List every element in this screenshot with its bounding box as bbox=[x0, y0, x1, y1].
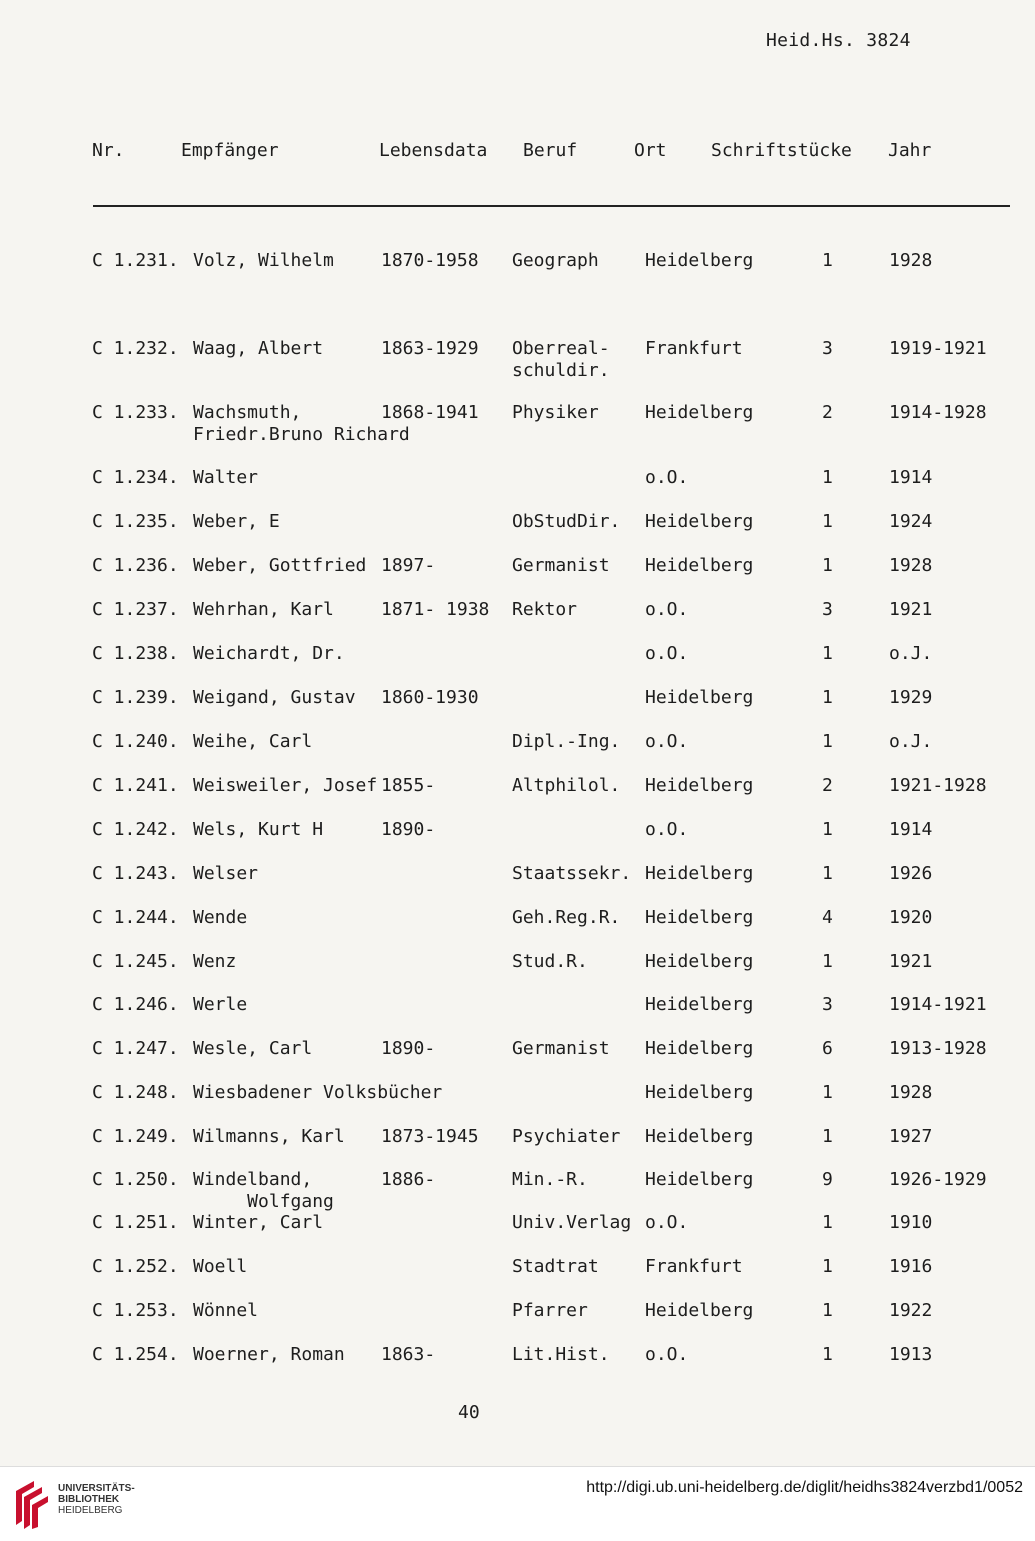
entry-number: C 1.243. bbox=[92, 863, 179, 884]
table-row bbox=[0, 250, 1035, 294]
logo-line-3: HEIDELBERG bbox=[58, 1505, 123, 1516]
profession-continued: schuldir. bbox=[512, 360, 610, 381]
profession: Germanist bbox=[512, 555, 610, 576]
entry-number: C 1.252. bbox=[92, 1256, 179, 1277]
header-jahr: Jahr bbox=[888, 140, 932, 161]
year: 1927 bbox=[889, 1126, 933, 1147]
recipient-name: Volz, Wilhelm bbox=[193, 250, 334, 271]
document-count: 1 bbox=[822, 819, 833, 840]
year: 1926-1929 bbox=[889, 1169, 987, 1190]
header-divider bbox=[93, 205, 1010, 207]
table-row bbox=[0, 1038, 1035, 1082]
profession: Pfarrer bbox=[512, 1300, 588, 1321]
recipient-name: Wönnel bbox=[193, 1300, 259, 1321]
table-row bbox=[0, 643, 1035, 687]
life-dates: 1863-1929 bbox=[381, 338, 479, 359]
place: Heidelberg bbox=[645, 775, 754, 796]
profession: ObStudDir. bbox=[512, 511, 621, 532]
recipient-name: Weihe, Carl bbox=[193, 731, 313, 752]
year: 1919-1921 bbox=[889, 338, 987, 359]
entry-number: C 1.234. bbox=[92, 467, 179, 488]
place: o.O. bbox=[645, 819, 689, 840]
entry-number: C 1.238. bbox=[92, 643, 179, 664]
document-count: 1 bbox=[822, 687, 833, 708]
entry-number: C 1.240. bbox=[92, 731, 179, 752]
logo-line-1: UNIVERSITÄTS- bbox=[58, 1483, 135, 1494]
document-count: 3 bbox=[822, 599, 833, 620]
profession: Lit.Hist. bbox=[512, 1344, 610, 1365]
year: 1922 bbox=[889, 1300, 933, 1321]
year: 1910 bbox=[889, 1212, 933, 1233]
recipient-name: Wachsmuth, bbox=[193, 402, 302, 423]
life-dates: 1860-1930 bbox=[381, 687, 479, 708]
document-count: 6 bbox=[822, 1038, 833, 1059]
year: o.J. bbox=[889, 643, 933, 664]
entry-number: C 1.247. bbox=[92, 1038, 179, 1059]
profession: Rektor bbox=[512, 599, 578, 620]
recipient-name-continued: Wolfgang bbox=[193, 1191, 334, 1212]
document-count: 1 bbox=[822, 511, 833, 532]
shelfmark: Heid.Hs. 3824 bbox=[766, 30, 911, 51]
page-number: 40 bbox=[458, 1402, 480, 1423]
year: 1921-1928 bbox=[889, 775, 987, 796]
place: Heidelberg bbox=[645, 994, 754, 1015]
table-row bbox=[0, 1344, 1035, 1388]
table-row bbox=[0, 1169, 1035, 1213]
table-row bbox=[0, 1082, 1035, 1126]
table-row bbox=[0, 338, 1035, 382]
recipient-name: Weichardt, Dr. bbox=[193, 643, 345, 664]
entry-number: C 1.232. bbox=[92, 338, 179, 359]
year: o.J. bbox=[889, 731, 933, 752]
place: o.O. bbox=[645, 599, 689, 620]
place: Heidelberg bbox=[645, 907, 754, 928]
year: 1929 bbox=[889, 687, 933, 708]
place: Frankfurt bbox=[645, 1256, 743, 1277]
table-row bbox=[0, 731, 1035, 775]
recipient-name: Winter, Carl bbox=[193, 1212, 324, 1233]
document-count: 4 bbox=[822, 907, 833, 928]
year: 1916 bbox=[889, 1256, 933, 1277]
entry-number: C 1.241. bbox=[92, 775, 179, 796]
profession: Oberreal- bbox=[512, 338, 610, 359]
recipient-name: Woerner, Roman bbox=[193, 1344, 345, 1365]
profession: Min.-R. bbox=[512, 1169, 588, 1190]
table-row bbox=[0, 555, 1035, 599]
recipient-name: Weber, E bbox=[193, 511, 280, 532]
year: 1928 bbox=[889, 1082, 933, 1103]
place: o.O. bbox=[645, 1344, 689, 1365]
recipient-name: Wiesbadener Volksbücher bbox=[193, 1082, 443, 1103]
profession: Psychiater bbox=[512, 1126, 621, 1147]
year: 1921 bbox=[889, 951, 933, 972]
table-row bbox=[0, 1300, 1035, 1344]
entry-number: C 1.242. bbox=[92, 819, 179, 840]
profession: Geograph bbox=[512, 250, 599, 271]
recipient-name: Wenz bbox=[193, 951, 237, 972]
table-row bbox=[0, 994, 1035, 1038]
library-logo-text bbox=[58, 1483, 135, 1516]
year: 1928 bbox=[889, 555, 933, 576]
entry-number: C 1.237. bbox=[92, 599, 179, 620]
table-row bbox=[0, 467, 1035, 511]
library-logo-icon bbox=[12, 1477, 50, 1529]
table-row bbox=[0, 511, 1035, 555]
recipient-name: Weber, Gottfried bbox=[193, 555, 367, 576]
document-count: 1 bbox=[822, 643, 833, 664]
place: o.O. bbox=[645, 643, 689, 664]
header-ort: Ort bbox=[634, 140, 667, 161]
document-count: 1 bbox=[822, 1300, 833, 1321]
document-count: 1 bbox=[822, 1212, 833, 1233]
recipient-name: Windelband, bbox=[193, 1169, 313, 1190]
document-count: 1 bbox=[822, 467, 833, 488]
entry-number: C 1.250. bbox=[92, 1169, 179, 1190]
recipient-name: Wilmanns, Karl bbox=[193, 1126, 345, 1147]
table-row bbox=[0, 1256, 1035, 1300]
entry-number: C 1.235. bbox=[92, 511, 179, 532]
life-dates: 1868-1941 bbox=[381, 402, 479, 423]
document-count: 1 bbox=[822, 1344, 833, 1365]
year: 1914-1921 bbox=[889, 994, 987, 1015]
place: o.O. bbox=[645, 1212, 689, 1233]
life-dates: 1897- bbox=[381, 555, 436, 576]
document-count: 9 bbox=[822, 1169, 833, 1190]
recipient-name: Weisweiler, Josef bbox=[193, 775, 378, 796]
profession: Univ.Verlag bbox=[512, 1212, 632, 1233]
place: Heidelberg bbox=[645, 951, 754, 972]
profession: Staatssekr. bbox=[512, 863, 632, 884]
recipient-name: Wehrhan, Karl bbox=[193, 599, 334, 620]
document-count: 3 bbox=[822, 994, 833, 1015]
table-row bbox=[0, 819, 1035, 863]
year: 1914 bbox=[889, 819, 933, 840]
entry-number: C 1.233. bbox=[92, 402, 179, 423]
place: Heidelberg bbox=[645, 1038, 754, 1059]
entry-number: C 1.231. bbox=[92, 250, 179, 271]
year: 1921 bbox=[889, 599, 933, 620]
document-count: 1 bbox=[822, 951, 833, 972]
recipient-name: Weigand, Gustav bbox=[193, 687, 356, 708]
recipient-name: Wesle, Carl bbox=[193, 1038, 313, 1059]
entry-number: C 1.249. bbox=[92, 1126, 179, 1147]
header-nr: Nr. bbox=[92, 140, 125, 161]
table-row bbox=[0, 863, 1035, 907]
recipient-name: Waag, Albert bbox=[193, 338, 324, 359]
life-dates: 1871- 1938 bbox=[381, 599, 490, 620]
recipient-name: Wels, Kurt H bbox=[193, 819, 324, 840]
table-row bbox=[0, 775, 1035, 819]
header-beruf: Beruf bbox=[523, 140, 578, 161]
profession: Geh.Reg.R. bbox=[512, 907, 621, 928]
entry-number: C 1.244. bbox=[92, 907, 179, 928]
recipient-name: Woell bbox=[193, 1256, 248, 1277]
year: 1913-1928 bbox=[889, 1038, 987, 1059]
place: Heidelberg bbox=[645, 1082, 754, 1103]
place: Heidelberg bbox=[645, 250, 754, 271]
recipient-name: Wende bbox=[193, 907, 248, 928]
profession: Physiker bbox=[512, 402, 599, 423]
place: o.O. bbox=[645, 467, 689, 488]
entry-number: C 1.239. bbox=[92, 687, 179, 708]
document-count: 2 bbox=[822, 775, 833, 796]
place: Heidelberg bbox=[645, 555, 754, 576]
place: Heidelberg bbox=[645, 402, 754, 423]
place: Heidelberg bbox=[645, 1169, 754, 1190]
header-schriftstuecke: Schriftstücke bbox=[711, 140, 852, 161]
year: 1920 bbox=[889, 907, 933, 928]
header-lebensdata: Lebensdata bbox=[379, 140, 488, 161]
logo-line-2: BIBLIOTHEK bbox=[58, 1494, 120, 1505]
document-count: 1 bbox=[822, 731, 833, 752]
document-count: 3 bbox=[822, 338, 833, 359]
profession: Germanist bbox=[512, 1038, 610, 1059]
recipient-name: Welser bbox=[193, 863, 259, 884]
recipient-name: Walter bbox=[193, 467, 259, 488]
document-count: 1 bbox=[822, 1126, 833, 1147]
table-row bbox=[0, 1212, 1035, 1256]
profession: Dipl.-Ing. bbox=[512, 731, 621, 752]
footer-bar bbox=[0, 1466, 1035, 1541]
life-dates: 1890- bbox=[381, 1038, 436, 1059]
profession: Stud.R. bbox=[512, 951, 588, 972]
entry-number: C 1.251. bbox=[92, 1212, 179, 1233]
entry-number: C 1.248. bbox=[92, 1082, 179, 1103]
document-count: 1 bbox=[822, 555, 833, 576]
life-dates: 1873-1945 bbox=[381, 1126, 479, 1147]
entry-number: C 1.245. bbox=[92, 951, 179, 972]
year: 1914 bbox=[889, 467, 933, 488]
document-count: 1 bbox=[822, 250, 833, 271]
life-dates: 1886- bbox=[381, 1169, 436, 1190]
year: 1914-1928 bbox=[889, 402, 987, 423]
document-count: 1 bbox=[822, 1082, 833, 1103]
entry-number: C 1.254. bbox=[92, 1344, 179, 1365]
year: 1928 bbox=[889, 250, 933, 271]
document-count: 1 bbox=[822, 863, 833, 884]
table-row bbox=[0, 402, 1035, 446]
table-row bbox=[0, 599, 1035, 643]
recipient-name: Werle bbox=[193, 994, 248, 1015]
life-dates: 1890- bbox=[381, 819, 436, 840]
table-row bbox=[0, 1126, 1035, 1170]
header-empfaenger: Empfänger bbox=[181, 140, 279, 161]
table-row bbox=[0, 687, 1035, 731]
life-dates: 1870-1958 bbox=[381, 250, 479, 271]
table-row bbox=[0, 907, 1035, 951]
place: Frankfurt bbox=[645, 338, 743, 359]
permalink-url[interactable]: http://digi.ub.uni-heidelberg.de/diglit/heidhs3824verzbd1/0052 bbox=[586, 1479, 1023, 1496]
life-dates: 1863- bbox=[381, 1344, 436, 1365]
document-count: 2 bbox=[822, 402, 833, 423]
place: Heidelberg bbox=[645, 511, 754, 532]
year: 1913 bbox=[889, 1344, 933, 1365]
document-count: 1 bbox=[822, 1256, 833, 1277]
entry-number: C 1.246. bbox=[92, 994, 179, 1015]
year: 1926 bbox=[889, 863, 933, 884]
profession: Altphilol. bbox=[512, 775, 621, 796]
entry-number: C 1.236. bbox=[92, 555, 179, 576]
entry-number: C 1.253. bbox=[92, 1300, 179, 1321]
place: Heidelberg bbox=[645, 863, 754, 884]
life-dates: 1855- bbox=[381, 775, 436, 796]
place: Heidelberg bbox=[645, 1300, 754, 1321]
table-row bbox=[0, 951, 1035, 995]
profession: Stadtrat bbox=[512, 1256, 599, 1277]
year: 1924 bbox=[889, 511, 933, 532]
place: Heidelberg bbox=[645, 1126, 754, 1147]
recipient-name-continued: Friedr.Bruno Richard bbox=[193, 424, 410, 445]
place: o.O. bbox=[645, 731, 689, 752]
place: Heidelberg bbox=[645, 687, 754, 708]
